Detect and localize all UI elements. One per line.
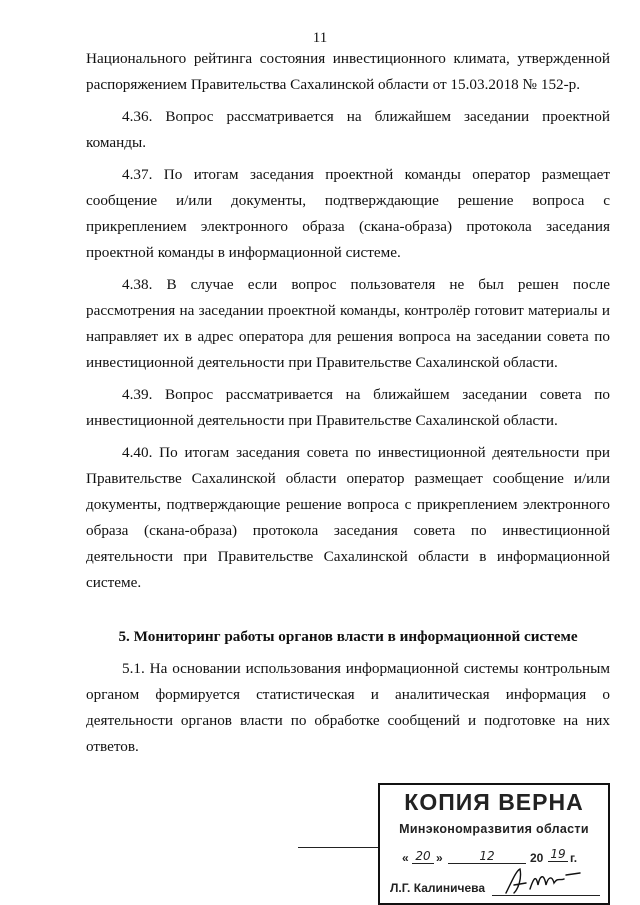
date-quote-open: « — [402, 851, 409, 865]
section-5-heading: 5. Мониторинг работы органов власти в информационной системе — [118, 628, 578, 645]
paragraph-4-37: 4.37. По итогам заседания проектной команды оператор размещает сообщение и/или документы, подтверждающие решение вопроса с прикреплением электронного образа (скана-образа) протокола заседания проектной команды в информационной системе. — [86, 166, 610, 261]
date-quote-close: » — [436, 851, 443, 865]
page-number: 11 — [312, 30, 328, 46]
paragraph-5-1: 5.1. На основании использования информационной системы контрольным органом формируется статистическая и аналитическая информация о деятельности органов власти по обработке сообщений и подготовке на них ответов. — [86, 660, 610, 755]
stamp-title: КОПИЯ ВЕРНА — [404, 789, 584, 815]
document-body — [86, 46, 610, 760]
paragraph-4-38: 4.38. В случае если вопрос пользователя не был решен после рассмотрения на заседании проектной команды, контролёр готовит материалы и направляет их в адрес оператора для решения вопроса на заседании совета по инвестиционной деятельности при Правительстве Сахалинской области. — [86, 276, 610, 371]
date-year-suffix: 19 — [548, 847, 568, 862]
date-year-unit: г. — [570, 851, 578, 865]
date-month: 12 — [448, 849, 526, 864]
stamp-signer-name: Л.Г. Калиничева — [390, 881, 486, 895]
paragraph-4-40: 4.40. По итогам заседания совета по инвестиционной деятельности при Правительстве Сахалинской области оператор размещает сообщение и/или документы, подтверждающие решение вопроса с прикреплением электронного образа (скана-образа) протокола заседания совета по инвестиционной деятельности при Правительстве Сахалинской области в информационной системе. — [86, 444, 610, 591]
date-day: 20 — [412, 849, 434, 864]
paragraph-4-39: 4.39. Вопрос рассматривается на ближайшем заседании совета по инвестиционной деятельности при Правительстве Сахалинской области. — [86, 386, 610, 429]
stamp-organization: Минэкономразвития области — [399, 822, 589, 836]
handwritten-signature — [500, 863, 600, 899]
signature-rule — [298, 847, 378, 848]
paragraph-4-36: 4.36. Вопрос рассматривается на ближайшем заседании проектной команды. — [86, 108, 610, 151]
copy-certified-stamp — [378, 783, 610, 905]
paragraph-continuation: Национального рейтинга состояния инвестиционного климата, утвержденной распоряжением Правительства Сахалинской области от 15.03.2018 № 152-р. — [86, 50, 610, 93]
date-year-prefix: 20 — [530, 851, 544, 865]
